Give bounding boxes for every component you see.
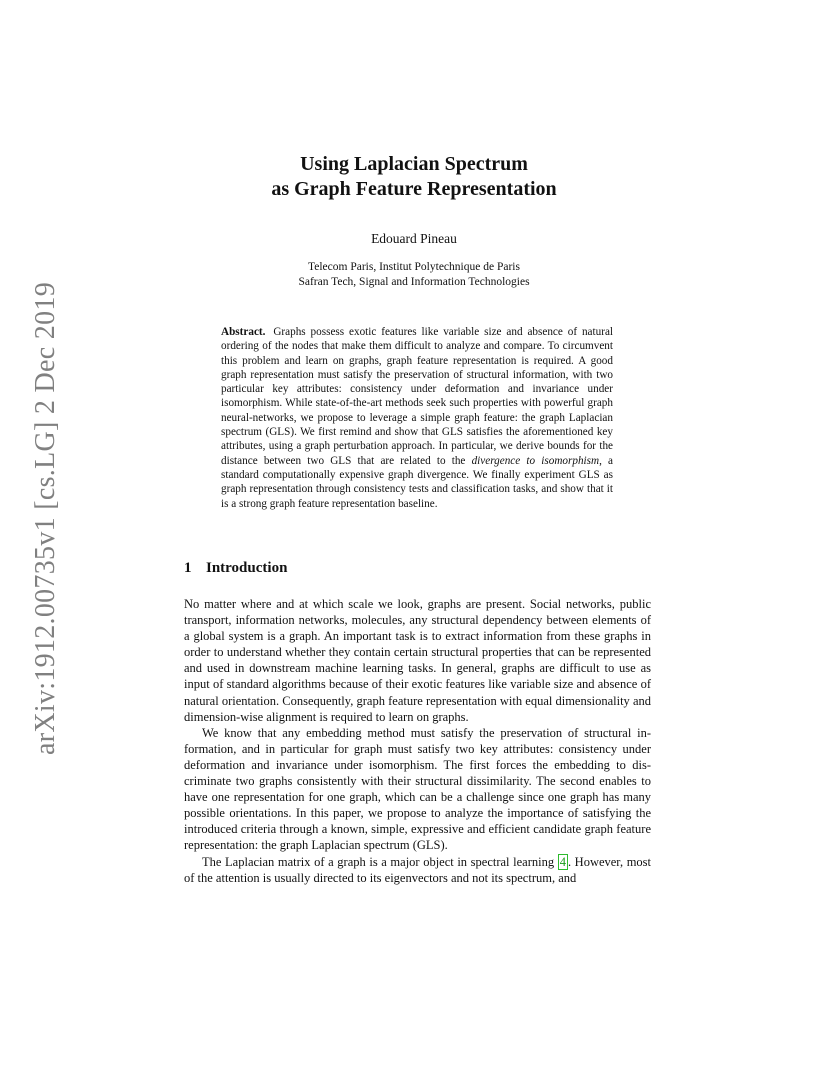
citation-link[interactable]: 4 [559,854,566,869]
introduction-body [184,596,651,886]
paragraph-3-text-before: The Laplacian matrix of a graph is a major object in spectral learning [202,854,555,869]
arxiv-identifier: arXiv:1912.00735v1 [cs.LG] 2 Dec 2019 [30,281,61,755]
section-number: 1 [184,560,192,576]
title-line-1: Using Laplacian Spectrum [300,153,528,175]
abstract-text-part2: , a standard computationally expensive graph divergence. We finally experiment GLS as graph representation through consistency tests and classification tasks, and show that it is a strong graph feature representation baseline. [221,454,614,510]
paragraph-1: No matter where and at which scale we look, graphs are present. Social networks, public transport, information networks, molecules, any structural dependency between elements of a global system is a graph. An important task is to extract information from these graphs in order to understand whether they contain certain structural properties that can be represented and used in downstream machine learning tasks. In general, graphs are difficult to use as input of standard algorithms because of their exotic features like variable size and absence of natural orientation. Consequently, graph feature representation with equal dimensionality and dimension-wise alignment is required to learn on graphs. [184,597,651,724]
section-heading-introduction [184,560,287,577]
affiliations [0,260,828,290]
abstract [221,325,613,511]
author-name: Edouard Pineau [371,231,457,246]
paragraph-3-text-after: . However, most of the attention is usually directed to its eigenvectors and not its spectrum, and [184,854,652,885]
paper-title [0,152,828,202]
abstract-label: Abstract. [221,326,266,338]
paragraph-3 [184,854,651,886]
affiliation-1: Telecom Paris, Institut Polytechnique de Paris [308,261,520,273]
title-line-2: as Graph Feature Representation [271,178,557,200]
affiliation-2: Safran Tech, Signal and Information Technologies [298,276,530,288]
paragraph-2: We know that any embedding method must satisfy the preservation of structural information, and in particular for graph must satisfy two key attributes: consistency under deformation and invariance under isomorphism. The first forces the embedding to discriminate two graphs consistently with their structural dissimilarity. The second enables to have one representation for one graph, which can be a challenge since one graph has many possible orientations. In this paper, we propose to analyze the importance of satisfying the introduced criteria through a known, simple, expressive and efficient candidate graph feature representation: the graph Laplacian spectrum (GLS). [184,725,651,853]
abstract-italic-term: divergence to isomorphism [471,454,600,467]
section-title: Introduction [206,560,288,576]
abstract-text-part1: Graphs possess exotic features like variable size and absence of natural ordering of the nodes that make them difficult to analyze and compare. To circumvent this problem and learn on graphs, graph feature representation is required. A good graph representation must satisfy the preservation of structural information, with two particular key attributes: consistency under deformation and invariance under isomorphism. While state-of-the-art methods seek such properties with powerful graph neural-networks, we propose to leverage a simple graph feature: the graph Laplacian spectrum (GLS). We first remind and show that GLS satisfies the aforementioned key attributes, using a graph perturbation approach. In particular, we derive bounds for the distance between two GLS that are related to the [221,326,614,467]
